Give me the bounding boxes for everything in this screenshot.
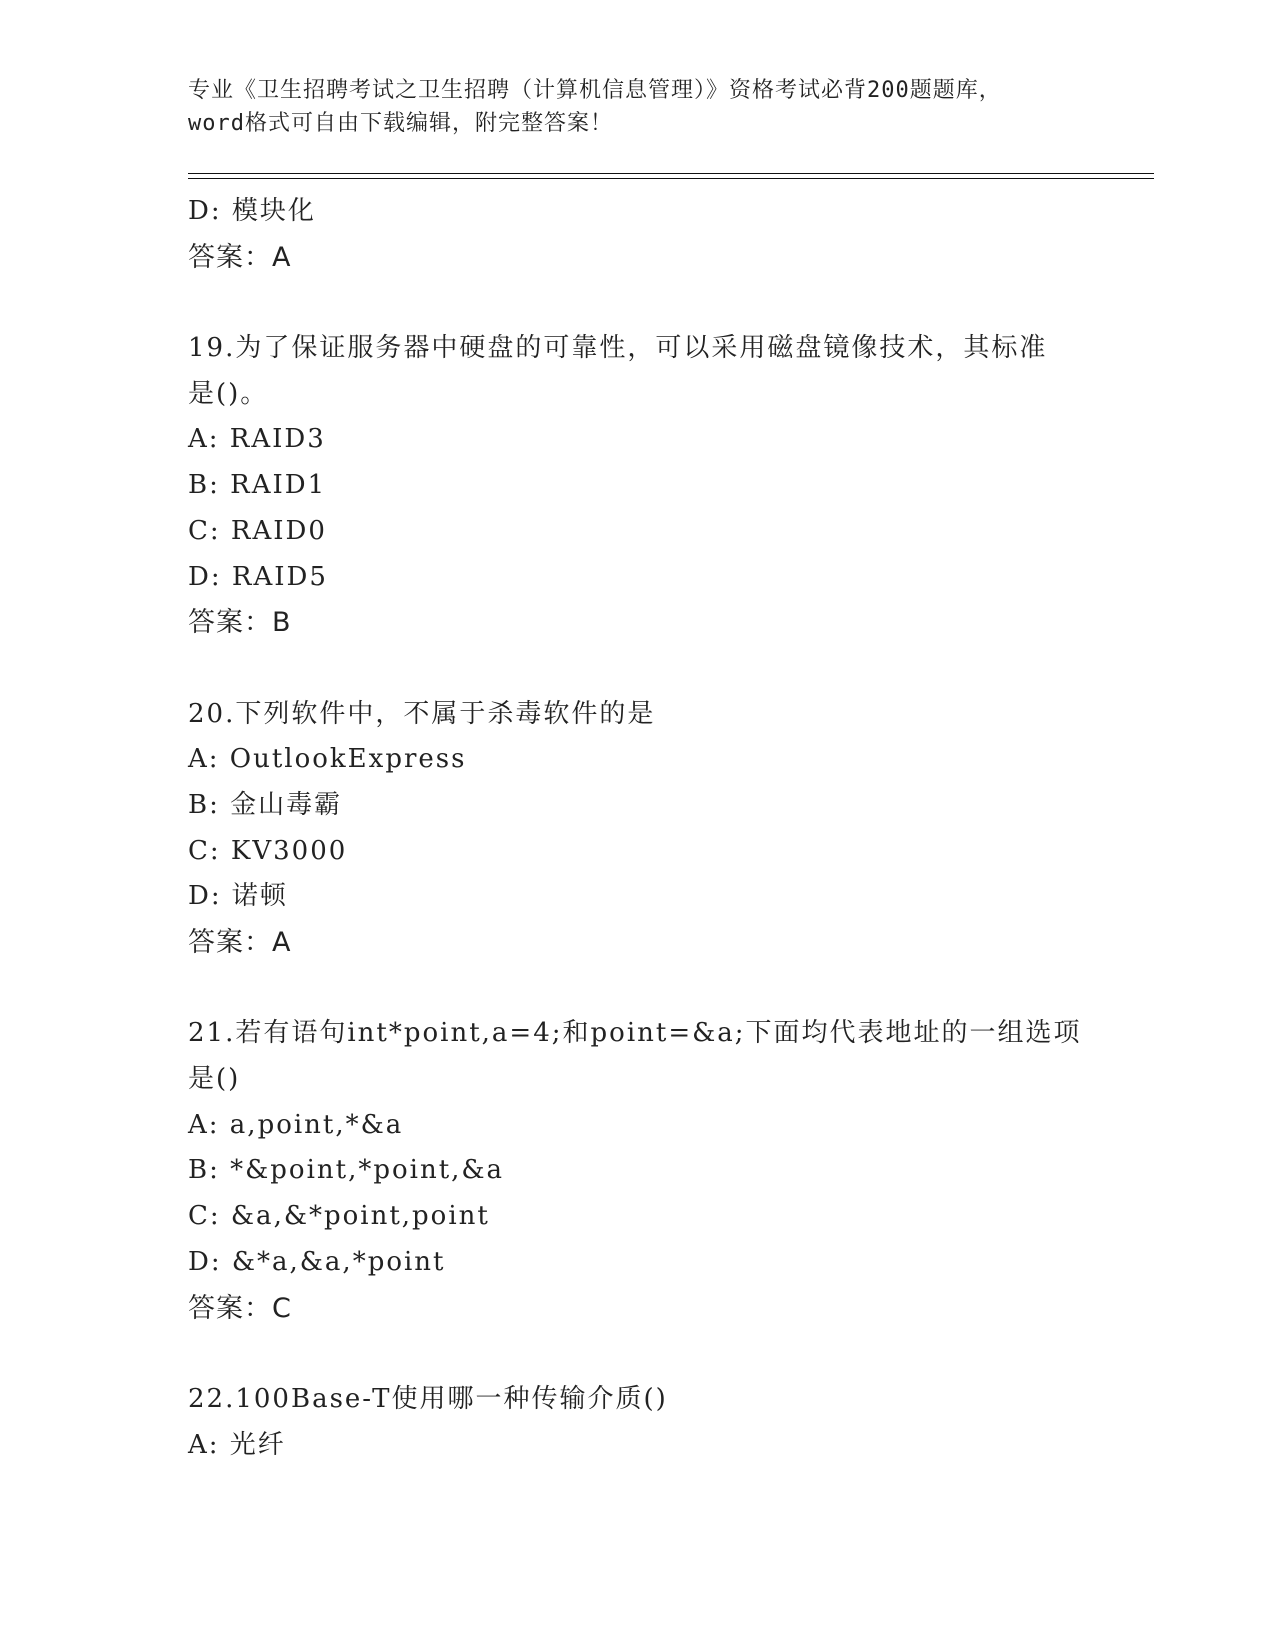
option-b: B: *&point,*point,&a [188,1155,505,1186]
spacer [188,1331,1088,1377]
option-c: C: RAID0 [188,515,327,546]
answer-line: 答案：B [188,607,292,639]
question-stem: 20.下列软件中，不属于杀毒软件的是 [188,698,656,729]
question-21 [188,1011,1088,1331]
option-a: A: OutlookExpress [188,744,467,775]
question-list [188,189,1088,1468]
option-a: A: a,point,*&a [188,1109,404,1140]
document-header [188,74,1088,140]
option-d: D: RAID5 [188,561,328,592]
spacer [188,966,1088,1012]
question-stem: 21.若有语句int*point,a=4;和point=&a;下面均代表地址的一组选项 [188,1018,1082,1049]
option-b: B: 金山毒霸 [188,789,343,820]
spacer [188,646,1088,692]
answer-line: 答案：A [188,927,292,958]
answer-line: 答案：C [188,1292,292,1324]
header-line-2: word格式可自由下载编辑，附完整答案！ [188,111,613,136]
previous-question-tail [188,189,1088,280]
option-b: B: RAID1 [188,470,327,501]
header-divider-top [188,173,1154,174]
option-d: D: 模块化 [188,196,316,226]
option-c: C: &a,&*point,point [188,1201,490,1232]
option-a: A: RAID3 [188,424,326,455]
question-20 [188,692,1088,966]
option-a: A: 光纤 [188,1429,286,1460]
question-stem: 19.为了保证服务器中硬盘的可靠性，可以采用磁盘镜像技术，其标准 [188,333,1048,364]
option-d: D: &*a,&a,*point [188,1246,446,1277]
header-divider-bottom [188,178,1154,179]
option-c: C: KV3000 [188,835,348,866]
question-stem-continued: 是() [188,1064,241,1095]
spacer [188,280,1088,326]
option-d: D: 诺顿 [188,881,288,912]
question-19 [188,326,1088,646]
question-22 [188,1377,1088,1468]
header-line-1: 专业《卫生招聘考试之卫生招聘（计算机信息管理）》资格考试必背200题题库， [188,78,1002,103]
answer-line: 答案：A [188,241,292,273]
question-stem-continued: 是()。 [188,378,269,409]
question-stem: 22.100Base-T使用哪一种传输介质() [188,1383,668,1414]
